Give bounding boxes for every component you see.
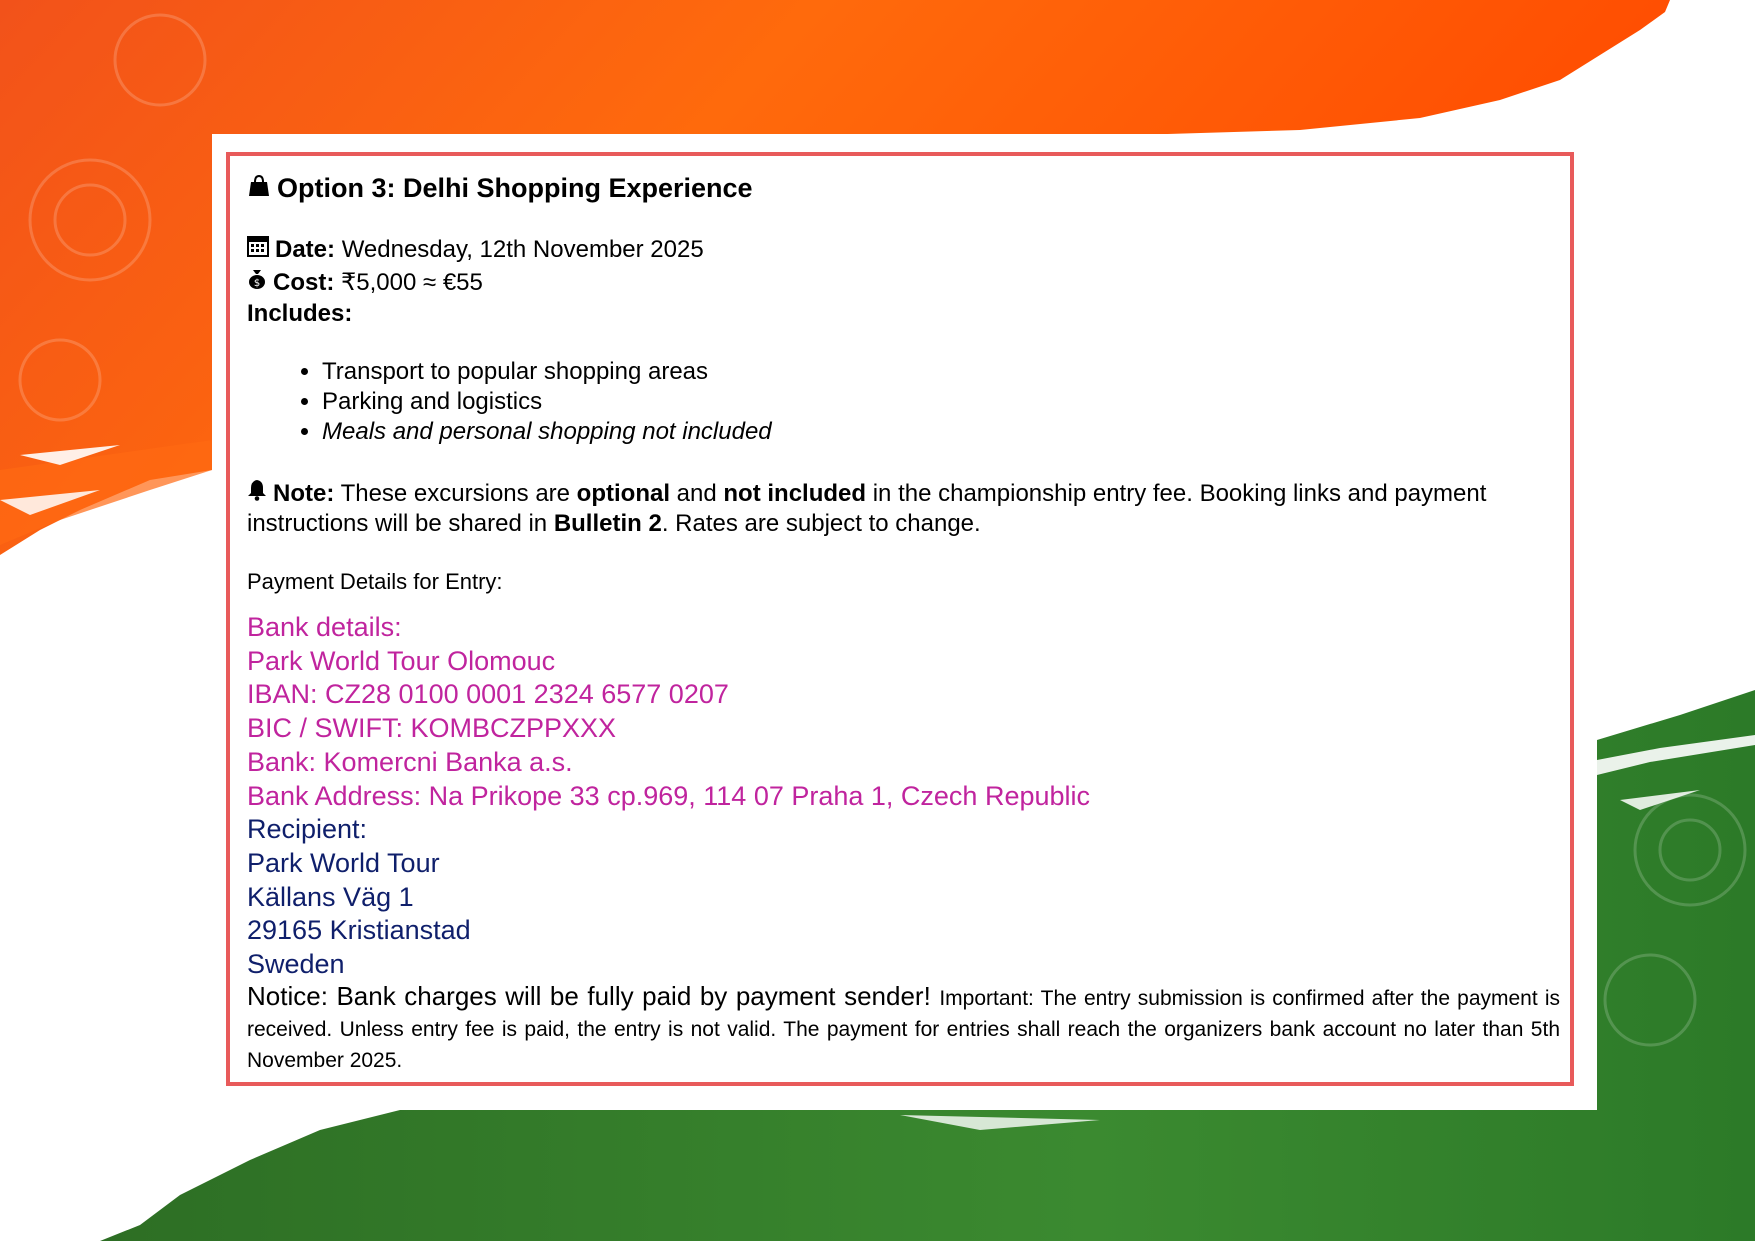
payment-details-title: Payment Details for Entry:	[247, 569, 503, 594]
list-item: • Meals and personal shopping not included	[322, 417, 1560, 447]
cost-label: Cost:	[273, 269, 335, 296]
bank-line: Park World Tour Olomouc	[247, 645, 556, 676]
recipient-line: 29165 Kristianstad	[247, 915, 471, 946]
bell-icon	[247, 479, 267, 509]
recipient-line: Källans Väg 1	[247, 881, 414, 912]
list-item: • Transport to popular shopping areas	[322, 357, 1560, 387]
date-label: Date:	[275, 236, 336, 263]
note-label: Note:	[273, 480, 335, 507]
bank-line: Bank details:	[247, 612, 402, 642]
date-line	[247, 233, 1560, 266]
cost-value: ₹5,000 ≈ €55	[341, 269, 483, 296]
option-title	[247, 171, 1560, 205]
bank-details-block	[247, 611, 1560, 1075]
date-value: Wednesday, 12th November 2025	[341, 236, 704, 263]
notice-small: Important: The entry submission is confirmed after the payment is received. Unless entry fee is paid, the entry is not valid. The payment for entries shall reach the organizers bank account no later than 5th November 2025.	[247, 986, 1560, 1072]
svg-text:$: $	[253, 278, 261, 289]
includes-list	[247, 357, 1560, 447]
option-title-text: Option 3: Delhi Shopping Experience	[277, 173, 753, 203]
calendar-icon	[247, 233, 269, 266]
document-content	[247, 168, 1560, 1075]
recipient-line: Sweden	[247, 949, 345, 980]
includes-label: Includes:	[247, 300, 353, 327]
recipient-line: Recipient:	[247, 814, 368, 845]
note-paragraph: Note: These excursions are optional and not included in the championship entry fee. Booking links and payment instructions will be shared in Bulletin 2. Rates are subject to change.	[247, 480, 1487, 537]
bank-line: BIC / SWIFT: KOMBCZPPXXX	[247, 713, 617, 744]
bank-line: Bank Address: Na Prikope 33 cp.969, 114 07 Praha 1, Czech Republic	[247, 780, 1091, 811]
bank-line: IBAN: CZ28 0100 0001 2324 6577 0207	[247, 679, 729, 710]
cost-line	[247, 266, 1560, 299]
shopping-bag-icon	[247, 171, 271, 205]
bank-line: Bank: Komercni Banka a.s.	[247, 746, 573, 777]
notice-large: Notice: Bank charges will be fully paid by payment sender!	[247, 980, 931, 1011]
recipient-line: Park World Tour	[247, 847, 440, 878]
payment-notice	[247, 982, 1560, 1075]
list-item: • Parking and logistics	[322, 387, 1560, 417]
money-bag-icon	[247, 266, 267, 299]
